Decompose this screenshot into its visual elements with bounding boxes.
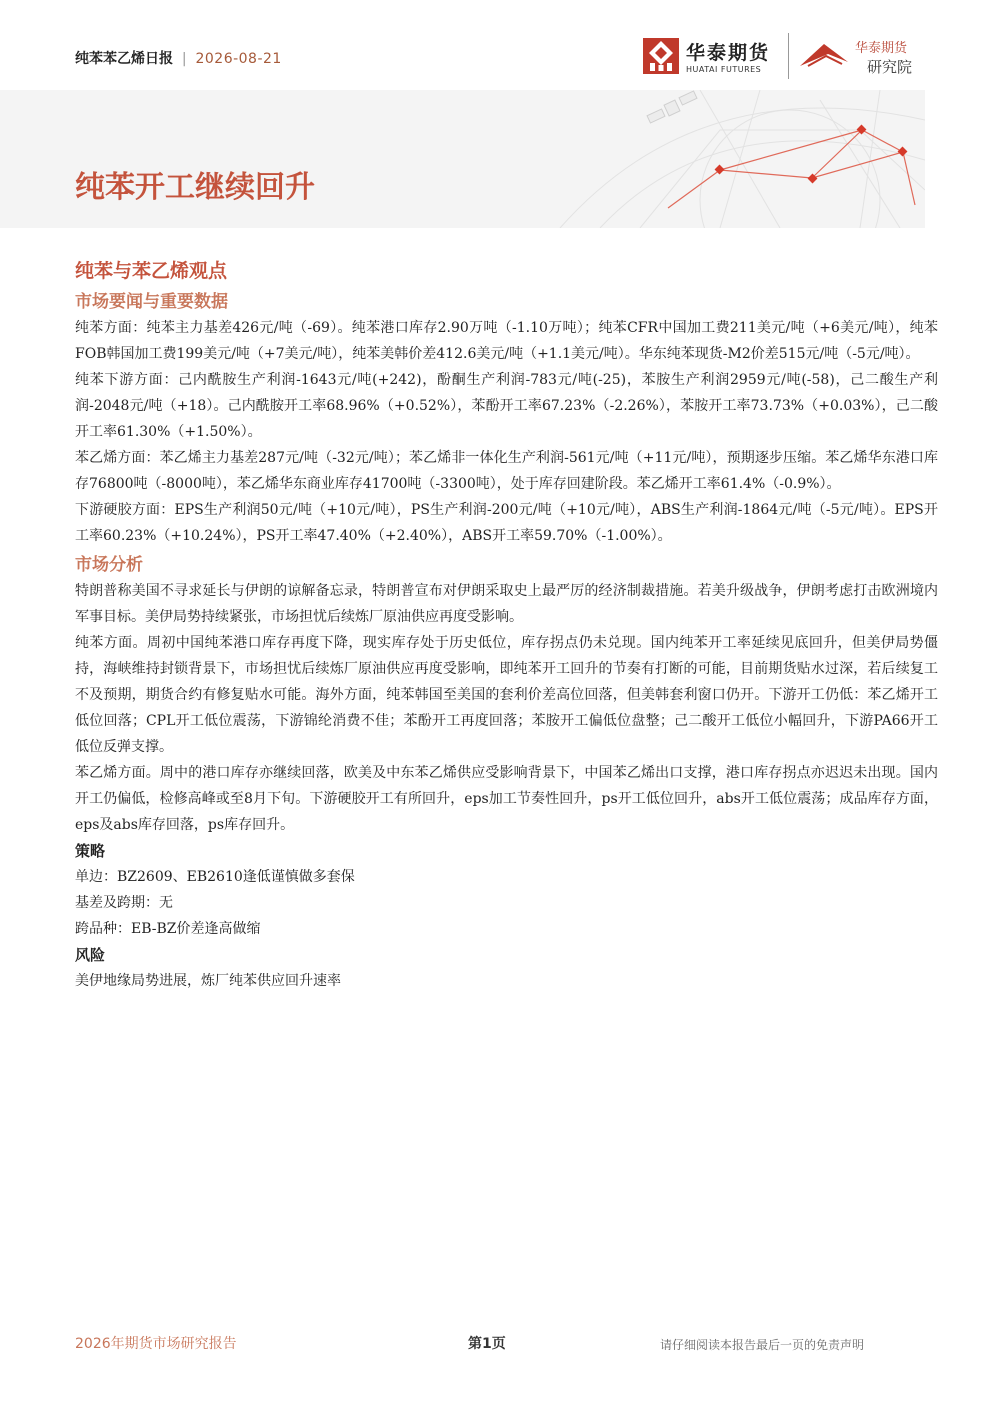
institute-name-line1: 华泰期货	[855, 41, 908, 56]
institute-logo-icon	[798, 40, 850, 70]
strategy-item: 基差及跨期：无	[75, 895, 173, 911]
risk-title: 风险	[75, 946, 106, 964]
report-body	[75, 256, 938, 994]
report-series-name: 纯苯苯乙烯日报	[75, 51, 173, 67]
risk-text: 美伊地缘局势进展，炼厂纯苯供应回升速率	[75, 973, 341, 989]
section-title: 纯苯与苯乙烯观点	[75, 260, 228, 282]
market-news-title: 市场要闻与重要数据	[75, 292, 228, 312]
report-title: 纯苯开工继续回升	[75, 170, 315, 205]
page-header	[0, 0, 992, 90]
market-analysis-title: 市场分析	[75, 555, 143, 575]
logo-divider	[788, 33, 789, 79]
huatai-logo-icon	[643, 38, 679, 74]
market-analysis-paragraph: 特朗普称美国不寻求延长与伊朗的谅解备忘录，特朗普宣布对伊朗采取史上最严厉的经济制裁措施。若美升级战争，伊朗考虑打击欧洲境内军事目标。美伊局势持续紧张，市场担忧后续炼厂原油供应再度受影响。	[75, 583, 938, 625]
market-analysis-paragraph: 纯苯方面。周初中国纯苯港口库存再度下降，现实库存处于历史低位，库存拐点仍未兑现。国内纯苯开工率延续见底回升，但美伊局势僵持，海峡维持封锁背景下，市场担忧后续炼厂原油供应再度受影响，即纯苯开工回升的节奏有打断的可能，目前期货贴水过深，若后续复工不及预期，期货合约有修复贴水可能。海外方面，纯苯韩国至美国的套利价差高位回落，但美韩套利窗口仍开。下游开工仍低：苯乙烯开工低位回落；CPL开工低位震荡，下游锦纶消费不佳；苯酚开工再度回落；苯胺开工偏低位盘整；己二酸开工低位小幅回升，下游PA66开工低位反弹支撑。	[75, 635, 938, 755]
footer-page-number: 第1页	[468, 1336, 506, 1352]
title-banner	[0, 90, 925, 228]
footer-disclaimer: 请仔细阅读本报告最后一页的免责声明	[660, 1338, 865, 1352]
market-news-paragraph: 苯乙烯方面：苯乙烯主力基差287元/吨（-32元/吨）；苯乙烯非一体化生产利润-561元/吨（+11元/吨），预期逐步压缩。苯乙烯华东港口库存76800吨（-8000吨），苯乙烯华东商业库存41700吨（-3300吨），处于库存回建阶段。苯乙烯开工率61.4%（-0.9%）。	[75, 450, 938, 492]
network-graphic-icon	[0, 90, 925, 228]
footer-report-name: 2026年期货市场研究报告	[75, 1336, 237, 1352]
strategy-title: 策略	[75, 842, 106, 860]
market-news-paragraph: 下游硬胶方面：EPS生产利润50元/吨（+10元/吨），PS生产利润-200元/吨（+10元/吨），ABS生产利润-1864元/吨（-5元/吨）。EPS开工率60.23%（+10.24%），PS开工率47.40%（+2.40%），ABS开工率59.70%（-1.00%）。	[75, 502, 938, 544]
report-date: 2026-08-21	[195, 51, 282, 67]
logo-english-name: HUATAI FUTURES	[686, 65, 762, 74]
strategy-item: 单边：BZ2609、EB2610逢低谨慎做多套保	[75, 869, 355, 885]
header-separator: |	[181, 51, 187, 67]
header-title-line	[75, 48, 282, 68]
market-news-paragraph: 纯苯下游方面：己内酰胺生产利润-1643元/吨(+242)，酚酮生产利润-783元/吨(-25)，苯胺生产利润2959元/吨(-58)，己二酸生产利润-2048元/吨（+18）。己内酰胺开工率68.96%（+0.52%），苯酚开工率67.23%（-2.26%），苯胺开工率73.73%（+0.03%），己二酸开工率61.30%（+1.50%）。	[75, 372, 938, 440]
institute-name-line2: 研究院	[867, 58, 913, 76]
market-analysis-paragraph: 苯乙烯方面。周中的港口库存亦继续回落，欧美及中东苯乙烯供应受影响背景下，中国苯乙烯出口支撑，港口库存拐点亦迟迟未出现。国内开工仍偏低，检修高峰或至8月下旬。下游硬胶开工有所回升，eps加工节奏性回升，ps开工低位回升，abs开工低位震荡；成品库存方面，eps及abs库存回落，ps库存回升。	[75, 765, 938, 833]
strategy-item: 跨品种：EB-BZ价差逢高做缩	[75, 921, 261, 937]
market-news-paragraph: 纯苯方面：纯苯主力基差426元/吨（-69）。纯苯港口库存2.90万吨（-1.10万吨）；纯苯CFR中国加工费211美元/吨（+6美元/吨），纯苯FOB韩国加工费199美元/吨（+7美元/吨），纯苯美韩价差412.6美元/吨（+1.1美元/吨）。华东纯苯现货-M2价差515元/吨（-5元/吨）。	[75, 320, 938, 362]
logo-chinese-name: 华泰期货	[686, 42, 771, 64]
